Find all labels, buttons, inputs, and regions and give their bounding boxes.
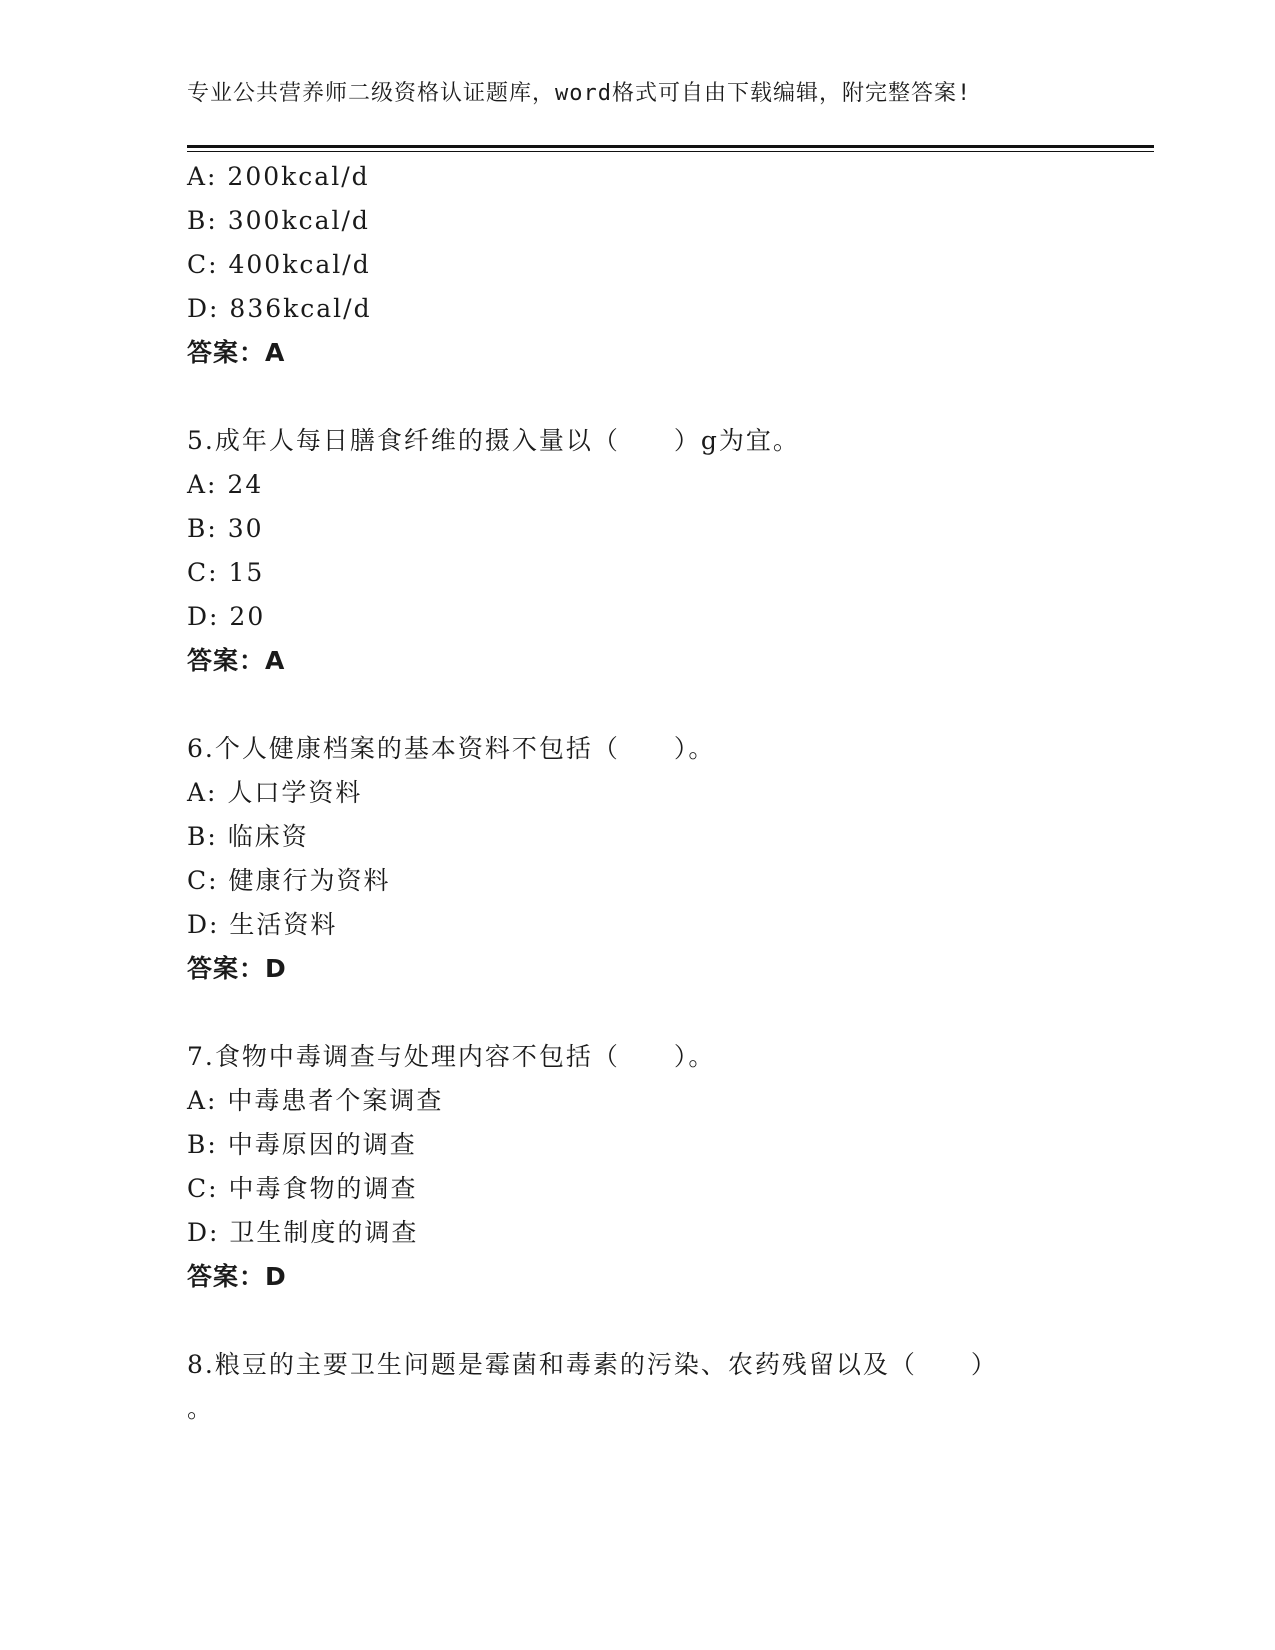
q6-stem: 6.个人健康档案的基本资料不包括（ ）。 bbox=[187, 734, 716, 763]
header-rule-thick bbox=[187, 145, 1154, 148]
q7-option-d: D: 卫生制度的调查 bbox=[187, 1218, 419, 1247]
q8-stem: 8.粮豆的主要卫生问题是霉菌和毒素的污染、农药残留以及（ ） bbox=[187, 1350, 998, 1379]
q7-option-b: B: 中毒原因的调查 bbox=[187, 1130, 417, 1159]
q5-option-d: D: 20 bbox=[187, 602, 266, 631]
q5-stem: 5.成年人每日膳食纤维的摄入量以（ ）g为宜。 bbox=[187, 426, 800, 455]
q6-option-a: A: 人口学资料 bbox=[187, 778, 363, 807]
q4-option-d: D: 836kcal/d bbox=[187, 294, 372, 323]
q6-answer: 答案：D bbox=[187, 954, 287, 983]
q4-option-b: B: 300kcal/d bbox=[187, 206, 370, 235]
q6-option-d: D: 生活资料 bbox=[187, 910, 338, 939]
q6-option-b: B: 临床资 bbox=[187, 822, 309, 851]
q7-option-a: A: 中毒患者个案调查 bbox=[187, 1086, 444, 1115]
q5-option-b: B: 30 bbox=[187, 514, 264, 543]
q4-answer: 答案：A bbox=[187, 338, 286, 367]
q5-option-a: A: 24 bbox=[187, 470, 264, 499]
q5-answer: 答案：A bbox=[187, 646, 286, 675]
page-header: 专业公共营养师二级资格认证题库，word格式可自由下载编辑，附完整答案! bbox=[187, 81, 972, 106]
q5-option-c: C: 15 bbox=[187, 558, 265, 587]
q8-stem-continuation: 。 bbox=[187, 1394, 215, 1423]
q7-stem: 7.食物中毒调查与处理内容不包括（ ）。 bbox=[187, 1042, 716, 1071]
q4-option-a: A: 200kcal/d bbox=[187, 162, 370, 191]
header-rule-thin bbox=[187, 151, 1154, 152]
q7-answer: 答案：D bbox=[187, 1262, 287, 1291]
q7-option-c: C: 中毒食物的调查 bbox=[187, 1174, 418, 1203]
q6-option-c: C: 健康行为资料 bbox=[187, 866, 391, 895]
q4-option-c: C: 400kcal/d bbox=[187, 250, 371, 279]
